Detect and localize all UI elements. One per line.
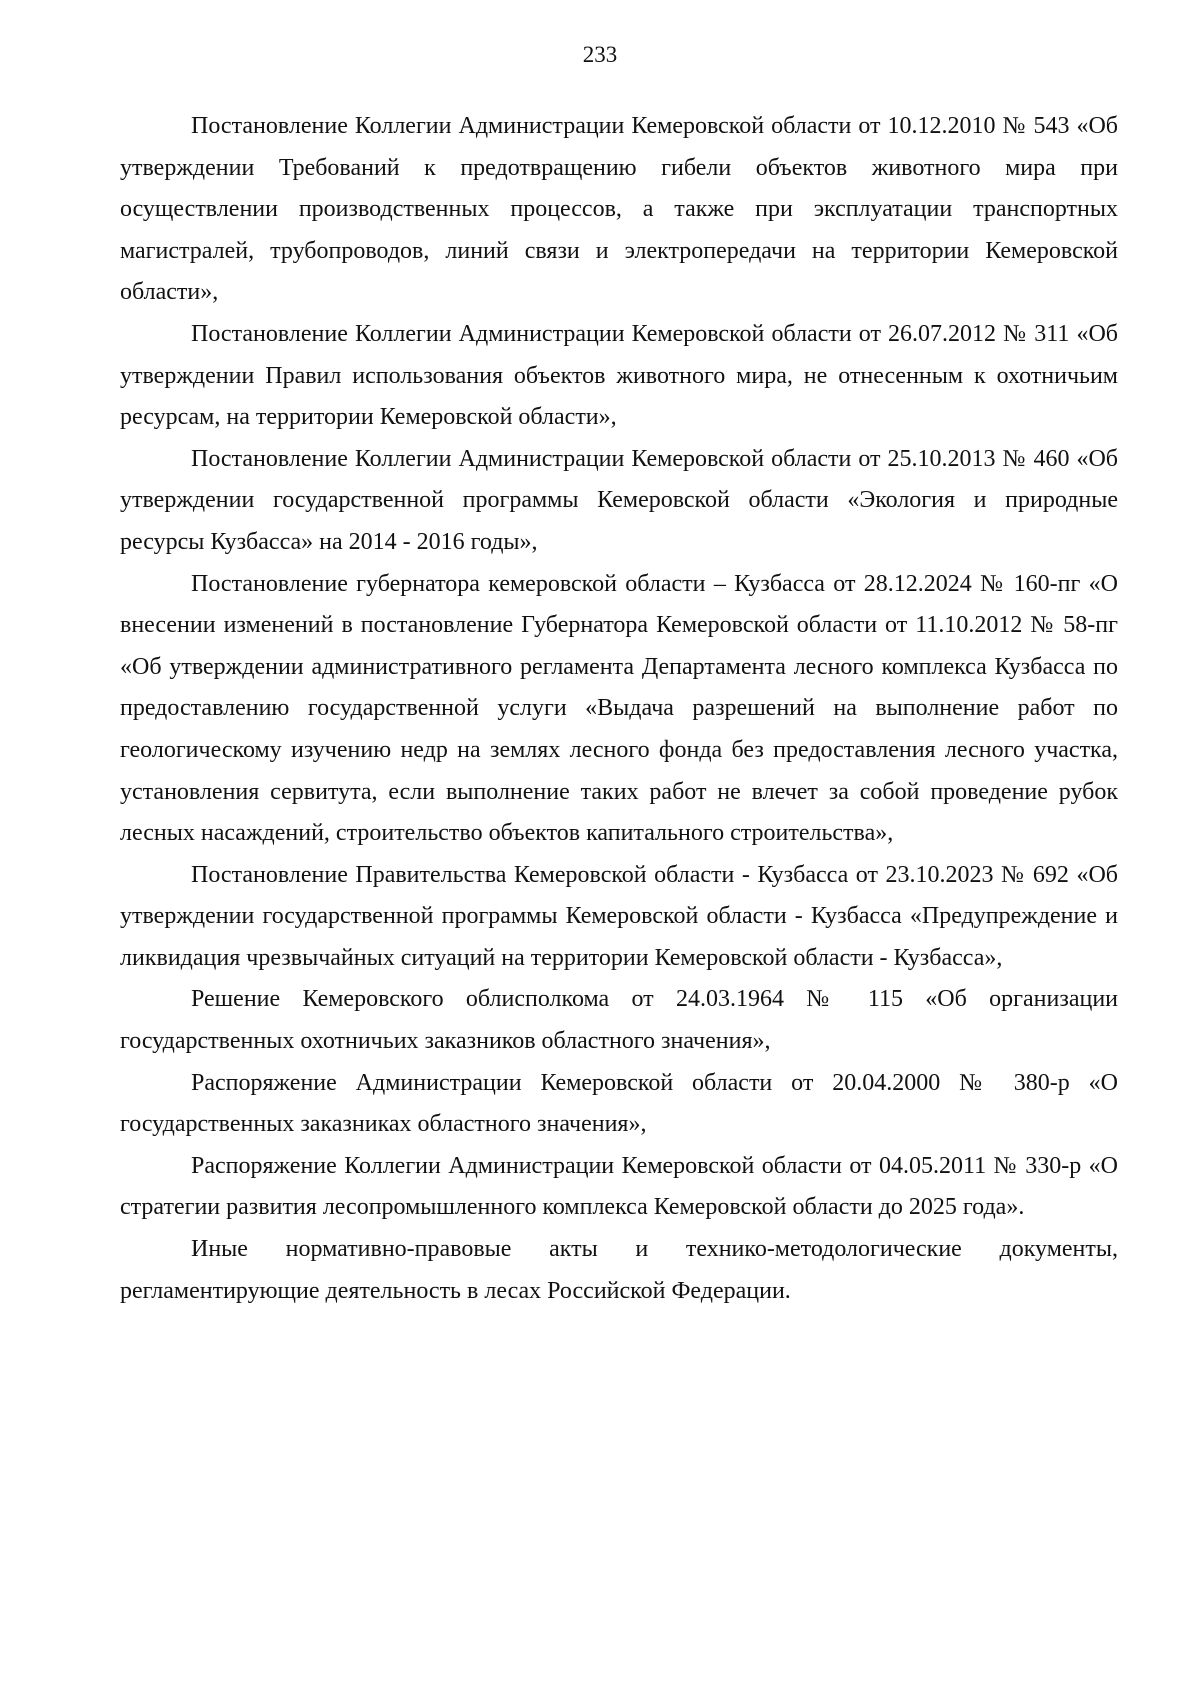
paragraph-order-380-r: Распоряжение Администрации Кемеровской области от 20.04.2000 № 380-р «О государственных заказниках областного значения»,: [120, 1069, 1118, 1138]
paragraph-resolution-160-pg: Постановление губернатора кемеровской области – Кузбасса от 28.12.2024 № 160-пг «О внесении изменений в постановление Губернатора Кемеровской области от 11.10.2012 № 58-пг «Об утверждении административного регламента Департамента лесного комплекса Кузбасса по предоставлению государственной услуги «Выдача разрешений на выполнение работ по геологическому изучению недр на землях лесного фонда без предоставления лесного участка, установления сервитута, если выполнение таких работ не влечет за собой проведение рубок лесных насаждений, строительство объектов капитального строительства»,: [120, 570, 1118, 847]
paragraph-other-documents: Иные нормативно-правовые акты и технико-методологические документы, регламентирующие деятельность в лесах Российской Федерации.: [120, 1236, 1118, 1304]
page-number: 233: [582, 42, 618, 67]
paragraph-resolution-460: Постановление Коллегии Администрации Кемеровской области от 25.10.2013 № 460 «Об утверждении государственной программы Кемеровской области «Экология и природные ресурсы Кузбасса» на 2014 - 2016 годы»,: [120, 445, 1118, 555]
paragraph-resolution-543: Постановление Коллегии Администрации Кемеровской области от 10.12.2010 № 543 «Об утверждении Требований к предотвращению гибели объектов животного мира при осуществлении производственных процессов, а также при эксплуатации транспортных магистралей, трубопроводов, линий связи и электропередачи на территории Кемеровской области»,: [120, 113, 1118, 306]
paragraph-resolution-692: Постановление Правительства Кемеровской области - Кузбасса от 23.10.2023 № 692 «Об утверждении государственной программы Кемеровской области - Кузбасса «Предупреждение и ликвидация чрезвычайных ситуаций на территории Кемеровской области - Кузбасса»,: [120, 861, 1118, 971]
paragraph-resolution-311: Постановление Коллегии Администрации Кемеровской области от 26.07.2012 № 311 «Об утверждении Правил использования объектов животного мира, не отнесенным к охотничьим ресурсам, на территории Кемеровской области»,: [120, 320, 1118, 431]
paragraph-decision-115: Решение Кемеровского облисполкома от 24.03.1964 № 115 «Об организации государственных охотничьих заказников областного значения»,: [120, 986, 1118, 1055]
paragraph-order-330-r: Распоряжение Коллегии Администрации Кемеровской области от 04.05.2011 № 330-р «О стратегии развития лесопромышленного комплекса Кемеровской области до 2025 года».: [120, 1152, 1118, 1221]
document-body: [120, 106, 1118, 1312]
